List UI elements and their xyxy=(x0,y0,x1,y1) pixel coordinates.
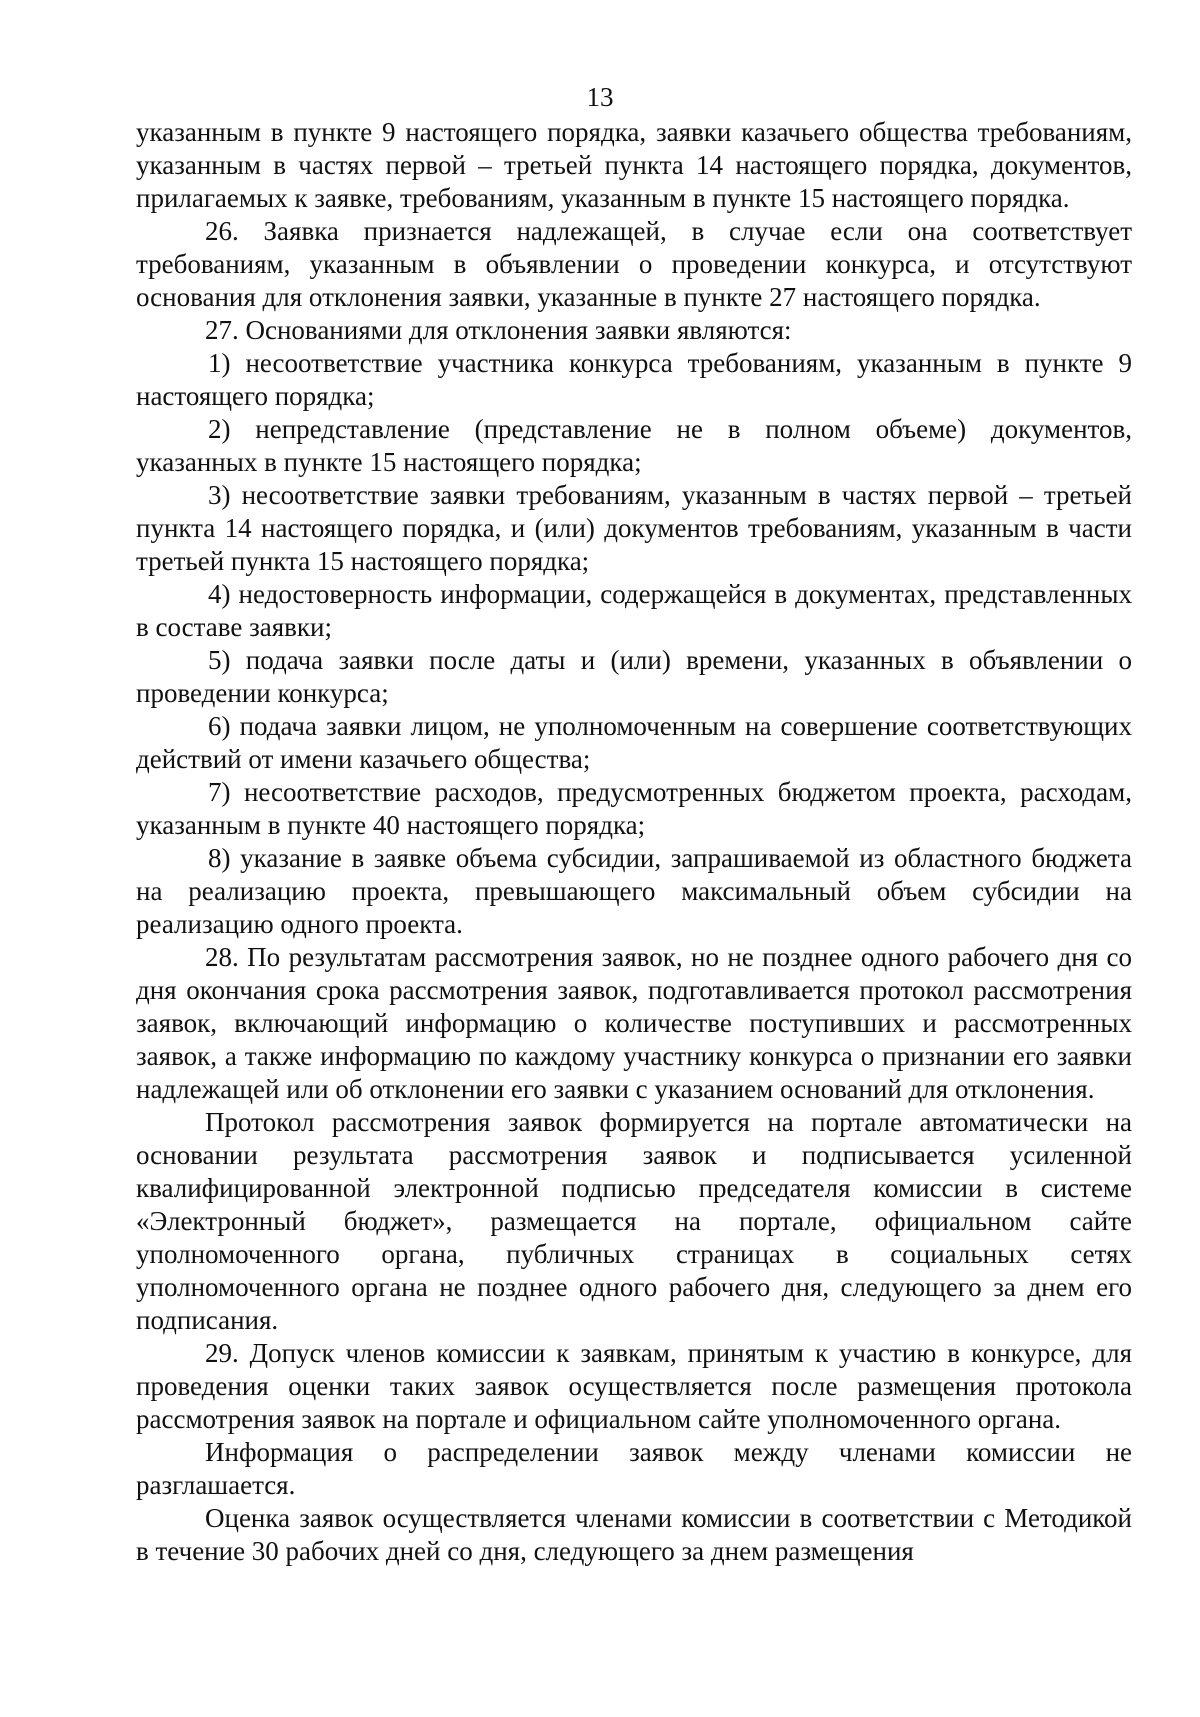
paragraph-28-protocol: Протокол рассмотрения заявок формируется на портале автоматически на основании результата рассмотрения заявок и подписывается усиленной квалифицированной электронной подписью председателя комиссии в системе «Электронный бюджет», размещается на портале, официальном сайте уполномоченного органа, публичных страницах в социальных сетях уполномоченного органа не позднее одного рабочего дня, следующего за днем его подписания. xyxy=(136,1107,1132,1335)
paragraph-28: 28. По результатам рассмотрения заявок, но не позднее одного рабочего дня со дня окончания срока рассмотрения заявок, подготавливается протокол рассмотрения заявок, включающий информацию о количестве поступивших и рассмотренных заявок, а также информацию по каждому участнику конкурса о признании его заявки надлежащей или об отклонении его заявки с указанием оснований для отклонения. xyxy=(136,942,1132,1104)
paragraph-29-information: Информация о распределении заявок между членами комиссии не разглашается. xyxy=(136,1437,1132,1500)
paragraph-26: 26. Заявка признается надлежащей, в случае если она соответствует требованиям, указанным в объявлении о проведении конкурса, и отсутствуют основания для отклонения заявки, указанные в пункте 27 настоящего порядка. xyxy=(136,216,1132,312)
paragraph-29: 29. Допуск членов комиссии к заявкам, принятым к участию в конкурсе, для проведения оценки таких заявок осуществляется после размещения протокола рассмотрения заявок на портале и официальном сайте уполномоченного органа. xyxy=(136,1338,1132,1434)
paragraph-29-evaluation: Оценка заявок осуществляется членами комиссии в соответствии с Методикой в течение 30 рабочих дней со дня, следующего за днем размещения xyxy=(136,1503,1132,1566)
document-body xyxy=(136,116,1132,1568)
paragraph-27-item-4: 4) недостоверность информации, содержащейся в документах, представленных в составе заявки; xyxy=(136,579,1132,642)
paragraph-27-item-7: 7) несоответствие расходов, предусмотренных бюджетом проекта, расходам, указанным в пункте 40 настоящего порядка; xyxy=(136,777,1132,840)
paragraph-27-item-5: 5) подача заявки после даты и (или) времени, указанных в объявлении о проведении конкурса; xyxy=(136,645,1132,708)
paragraph-continuation: указанным в пункте 9 настоящего порядка, заявки казачьего общества требованиям, указанным в частях первой – третьей пункта 14 настоящего порядка, документов, прилагаемых к заявке, требованиям, указанным в пункте 15 настоящего порядка. xyxy=(136,117,1132,213)
paragraph-27-item-2: 2) непредставление (представление не в полном объеме) документов, указанных в пункте 15 настоящего порядка; xyxy=(136,414,1132,477)
paragraph-27-item-8: 8) указание в заявке объема субсидии, запрашиваемой из областного бюджета на реализацию проекта, превышающего максимальный объем субсидии на реализацию одного проекта. xyxy=(136,843,1132,939)
paragraph-27-item-1: 1) несоответствие участника конкурса требованиям, указанным в пункте 9 настоящего порядка; xyxy=(136,348,1132,411)
page-number: 13 xyxy=(586,82,614,112)
paragraph-27-item-3: 3) несоответствие заявки требованиям, указанным в частях первой – третьей пункта 14 настоящего порядка, и (или) документов требованиям, указанным в части третьей пункта 15 настоящего порядка; xyxy=(136,480,1132,576)
paragraph-27: 27. Основаниями для отклонения заявки являются: xyxy=(205,315,792,345)
paragraph-27-item-6: 6) подача заявки лицом, не уполномоченным на совершение соответствующих действий от имени казачьего общества; xyxy=(136,711,1132,774)
